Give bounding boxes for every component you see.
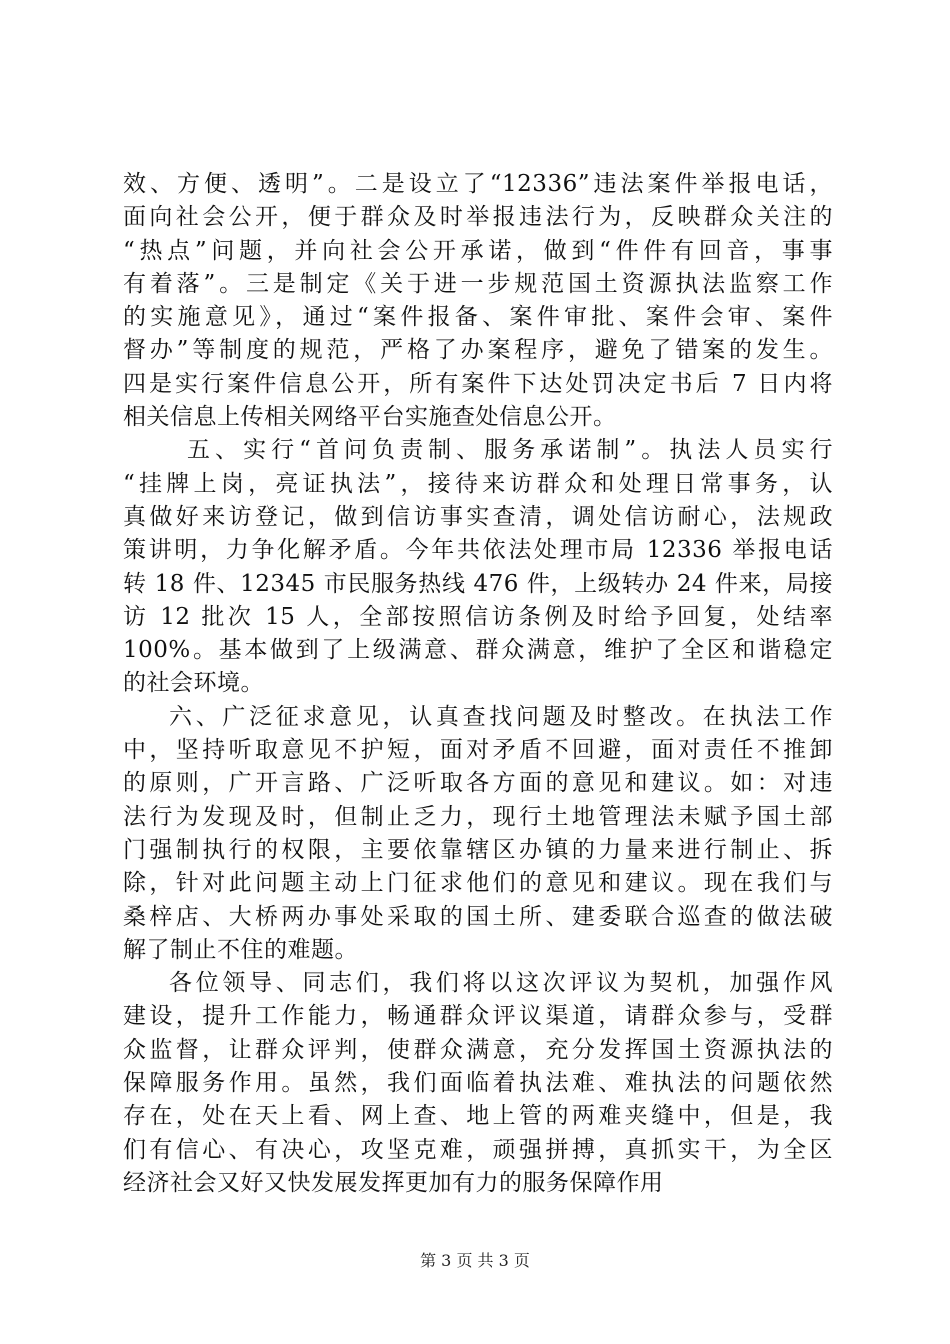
text-line: 桑梓店、大桥两办事处采取的国土所、建委联合巡查的做法破 <box>123 903 833 930</box>
text-line: 访 12 批次 15 人，全部按照信访条例及时给予回复，处结率 <box>123 603 833 630</box>
document-body <box>123 168 833 1200</box>
text-line: “挂牌上岗，亮证执法”，接待来访群众和处理日常事务，认 <box>123 470 833 497</box>
text-line: 们有信心、有决心，攻坚克难，顽强拼搏，真抓实干，为全区 <box>123 1136 833 1163</box>
text-line: 效、方便、透明”。二是设立了“12336”违法案件举报电话， <box>123 171 833 197</box>
text-line: 门强制执行的权限，主要依靠辖区办镇的力量来进行制止、拆 <box>123 836 833 863</box>
text-line: 的社会环境。 <box>123 670 264 697</box>
text-line: 的原则，广开言路、广泛听取各方面的意见和建议。如：对违 <box>123 770 833 797</box>
page-footer: 第 3 页 共 3 页 <box>420 1251 530 1270</box>
text-line: 众监督，让群众评判，使群众满意，充分发挥国土资源执法的 <box>123 1036 833 1063</box>
text-line: 四是实行案件信息公开，所有案件下达处罚决定书后 7 日内将 <box>123 370 833 397</box>
paragraph-start-line: 五、实行“首问负责制、服务承诺制”。执法人员实行 <box>187 437 833 464</box>
paragraph-start-line: 六、广泛征求意见，认真查找问题及时整改。在执法工作 <box>169 703 833 730</box>
text-line: 有着落”。三是制定《关于进一步规范国土资源执法监察工作 <box>123 270 833 297</box>
text-line: 相关信息上传相关网络平台实施查处信息公开。 <box>123 404 617 431</box>
text-line: 除，针对此问题主动上门征求他们的意见和建议。现在我们与 <box>123 870 833 897</box>
text-line: 建设，提升工作能力，畅通群众评议渠道，请群众参与，受群 <box>123 1003 833 1030</box>
text-line: 转 18 件、12345 市民服务热线 476 件，上级转办 24 件来，局接 <box>123 570 833 597</box>
text-line: 策讲明，力争化解矛盾。今年共依法处理市局 12336 举报电话 <box>123 537 833 564</box>
text-line: 保障服务作用。虽然，我们面临着执法难、难执法的问题依然 <box>123 1070 833 1097</box>
text-line: 面向社会公开，便于群众及时举报违法行为，反映群众关注的 <box>123 204 833 231</box>
text-line: 解了制止不住的难题。 <box>123 936 358 963</box>
text-line: 督办”等制度的规范，严格了办案程序，避免了错案的发生。 <box>123 337 833 364</box>
text-line: 经济社会又好又快发展发挥更加有力的服务保障作用 <box>123 1169 664 1196</box>
text-line: 100%。基本做到了上级满意、群众满意，维护了全区和谐稳定 <box>123 637 833 664</box>
paragraph-start-line: 各位领导、同志们，我们将以这次评议为契机，加强作风 <box>169 970 833 997</box>
text-line: 的实施意见》，通过“案件报备、案件审批、案件会审、案件 <box>123 304 833 331</box>
text-line: “热点”问题，并向社会公开承诺，做到“件件有回音，事事 <box>123 237 833 264</box>
text-line: 法行为发现及时，但制止乏力，现行土地管理法未赋予国土部 <box>123 803 833 830</box>
text-line: 真做好来访登记，做到信访事实查清，调处信访耐心，法规政 <box>123 503 833 530</box>
text-line: 中，坚持听取意见不护短，面对矛盾不回避，面对责任不推卸 <box>123 737 833 764</box>
text-line: 存在，处在天上看、网上查、地上管的两难夹缝中，但是，我 <box>123 1103 833 1130</box>
